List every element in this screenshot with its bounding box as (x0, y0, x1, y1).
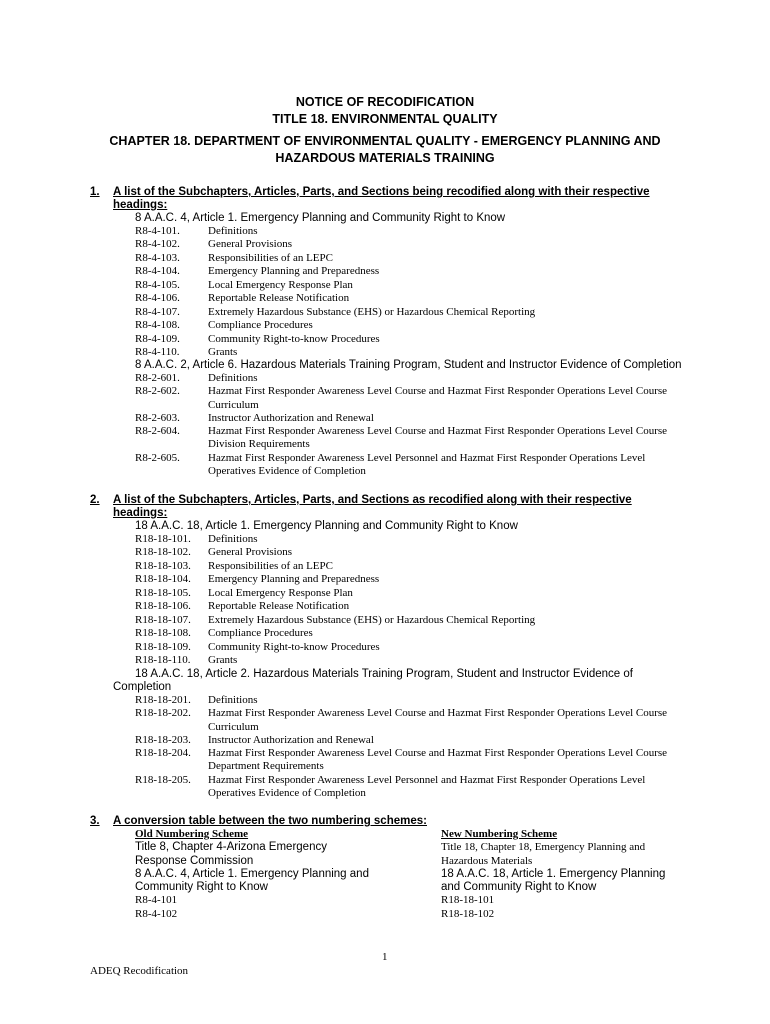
old-line: R8-4-101 (135, 894, 178, 907)
section-2-number: 2. (90, 494, 100, 506)
section-3-number: 3. (90, 815, 100, 827)
rule-description: Hazmat First Responder Awareness Level Course and Hazmat First Responder Operations Level Course Curriculum (208, 385, 668, 411)
rule-description: Grants (208, 654, 238, 667)
rule-description: Hazmat First Responder Awareness Level Course and Hazmat First Responder Operations Level Course Division Requirements (208, 425, 668, 451)
rule-description: Responsibilities of an LEPC (208, 251, 333, 264)
old-line: Title 8, Chapter 4-Arizona Emergency (135, 841, 327, 854)
rule-description: Hazmat First Responder Awareness Level Personnel and Hazmat First Responder Operations Level Operatives Evidence of Completion (208, 451, 646, 478)
old-numbering-heading: Old Numbering Scheme (135, 828, 249, 840)
section-2-article-1: 18 A.A.C. 18, Article 1. Emergency Planning and Community Right to Know (135, 520, 518, 532)
page-number: 1 (382, 951, 388, 963)
rule-number: R8-2-604. (135, 425, 180, 438)
rule-description: Instructor Authorization and Renewal (208, 411, 374, 424)
old-numbering-column (135, 828, 435, 921)
rule-description: Responsibilities of an LEPC (208, 559, 333, 572)
old-line: R8-4-102 (135, 907, 178, 920)
rule-description: Definitions (208, 372, 258, 384)
chapter-title-line1: CHAPTER 18. DEPARTMENT OF ENVIRONMENTAL QUALITY - EMERGENCY PLANNING AND (109, 134, 661, 148)
rule-number: R18-18-203. (135, 733, 191, 746)
old-line: 8 A.A.C. 4, Article 1. Emergency Planning and (135, 867, 369, 880)
rule-number: R8-4-109. (135, 332, 180, 345)
new-line: R18-18-102 (441, 907, 495, 920)
rule-description: Hazmat First Responder Awareness Level Course and Hazmat First Responder Operations Level Course Department Requirements (208, 747, 668, 773)
rule-description: Extremely Hazardous Substance (EHS) or Hazardous Chemical Reporting (208, 613, 536, 626)
rule-number: R18-18-104. (135, 573, 191, 586)
rule-description: General Provisions (208, 238, 293, 251)
rule-number: R18-18-205. (135, 773, 191, 786)
section-2-article-2: 18 A.A.C. 18, Article 2. Hazardous Materials Training Program, Student and Instructor Evidence of Completion (113, 668, 633, 693)
rule-number: R18-18-109. (135, 640, 191, 653)
rule-number: R8-2-603. (135, 411, 180, 424)
new-numbering-column (441, 828, 681, 921)
rule-description: Local Emergency Response Plan (208, 278, 353, 291)
notice-title: NOTICE OF RECODIFICATION (295, 95, 475, 109)
rule-number: R8-4-101. (135, 225, 180, 237)
title-line: TITLE 18. ENVIRONMENTAL QUALITY (272, 112, 498, 126)
rule-number: R8-2-602. (135, 385, 180, 398)
rule-number: R8-4-110. (135, 346, 180, 359)
rule-description: Definitions (208, 533, 258, 545)
new-line: Title 18, Chapter 18, Emergency Planning and (441, 841, 646, 854)
rule-description: Extremely Hazardous Substance (EHS) or Hazardous Chemical Reporting (208, 305, 536, 318)
rule-description: Compliance Procedures (208, 319, 313, 332)
new-line: R18-18-101 (441, 894, 495, 907)
rule-number: R18-18-107. (135, 613, 191, 626)
rule-description: Instructor Authorization and Renewal (208, 733, 374, 746)
rule-description: Community Right-to-know Procedures (208, 332, 380, 345)
rule-number: R18-18-101. (135, 533, 191, 545)
rule-number: R8-4-108. (135, 319, 180, 332)
rule-number: R18-18-110. (135, 654, 191, 667)
rule-description: General Provisions (208, 546, 293, 559)
rule-number: R8-4-107. (135, 305, 180, 318)
rule-number: R8-4-104. (135, 265, 180, 278)
section-3-heading: A conversion table between the two numbering schemes: (113, 815, 427, 827)
new-numbering-heading: New Numbering Scheme (441, 828, 558, 840)
rule-number: R18-18-204. (135, 747, 191, 760)
rule-description: Local Emergency Response Plan (208, 586, 353, 599)
rule-description: Emergency Planning and Preparedness (208, 265, 380, 278)
section-1-article-2: 8 A.A.C. 2, Article 6. Hazardous Materials Training Program, Student and Instructor Evidence of Completion (135, 359, 682, 371)
rule-number: R18-18-102. (135, 546, 191, 559)
rule-number: R8-2-601. (135, 372, 180, 384)
rule-description: Definitions (208, 225, 258, 237)
section-1-article-1: 8 A.A.C. 4, Article 1. Emergency Planning and Community Right to Know (135, 212, 506, 224)
new-line: 18 A.A.C. 18, Article 1. Emergency Planning (441, 867, 666, 880)
rule-number: R18-18-103. (135, 559, 191, 572)
rule-description: Definitions (208, 694, 258, 706)
rule-description: Hazmat First Responder Awareness Level Course and Hazmat First Responder Operations Level Course Curriculum (208, 707, 668, 733)
new-line: and Community Right to Know (441, 881, 597, 894)
rule-description: Reportable Release Notification (208, 600, 350, 613)
rule-number: R8-4-105. (135, 278, 180, 291)
footer-label: ADEQ Recodification (90, 965, 189, 977)
rule-description: Community Right-to-know Procedures (208, 640, 380, 653)
rule-number: R18-18-105. (135, 586, 191, 599)
section-1-number: 1. (90, 186, 100, 198)
chapter-title-line2: HAZARDOUS MATERIALS TRAINING (275, 151, 495, 165)
rule-number: R18-18-106. (135, 600, 191, 613)
rule-description: Hazmat First Responder Awareness Level Personnel and Hazmat First Responder Operations Level Operatives Evidence of Completion (208, 773, 646, 800)
rule-description: Grants (208, 346, 238, 359)
rule-number: R18-18-201. (135, 694, 191, 706)
rule-number: R18-18-108. (135, 627, 191, 640)
rule-number: R8-2-605. (135, 451, 180, 464)
rule-number: R18-18-202. (135, 707, 191, 720)
rule-description: Emergency Planning and Preparedness (208, 573, 380, 586)
section-1-heading: A list of the Subchapters, Articles, Parts, and Sections being recodified along with their respective headings: (113, 186, 650, 211)
new-line: Hazardous Materials (441, 854, 533, 867)
rule-number: R8-4-106. (135, 292, 180, 305)
rule-description: Compliance Procedures (208, 627, 313, 640)
rule-description: Reportable Release Notification (208, 292, 350, 305)
section-2-heading: A list of the Subchapters, Articles, Parts, and Sections as recodified along with their respective headings: (113, 494, 632, 519)
old-line: Community Right to Know (135, 881, 268, 894)
rule-number: R8-4-102. (135, 238, 180, 251)
old-line: Response Commission (135, 854, 254, 867)
rule-number: R8-4-103. (135, 251, 180, 264)
